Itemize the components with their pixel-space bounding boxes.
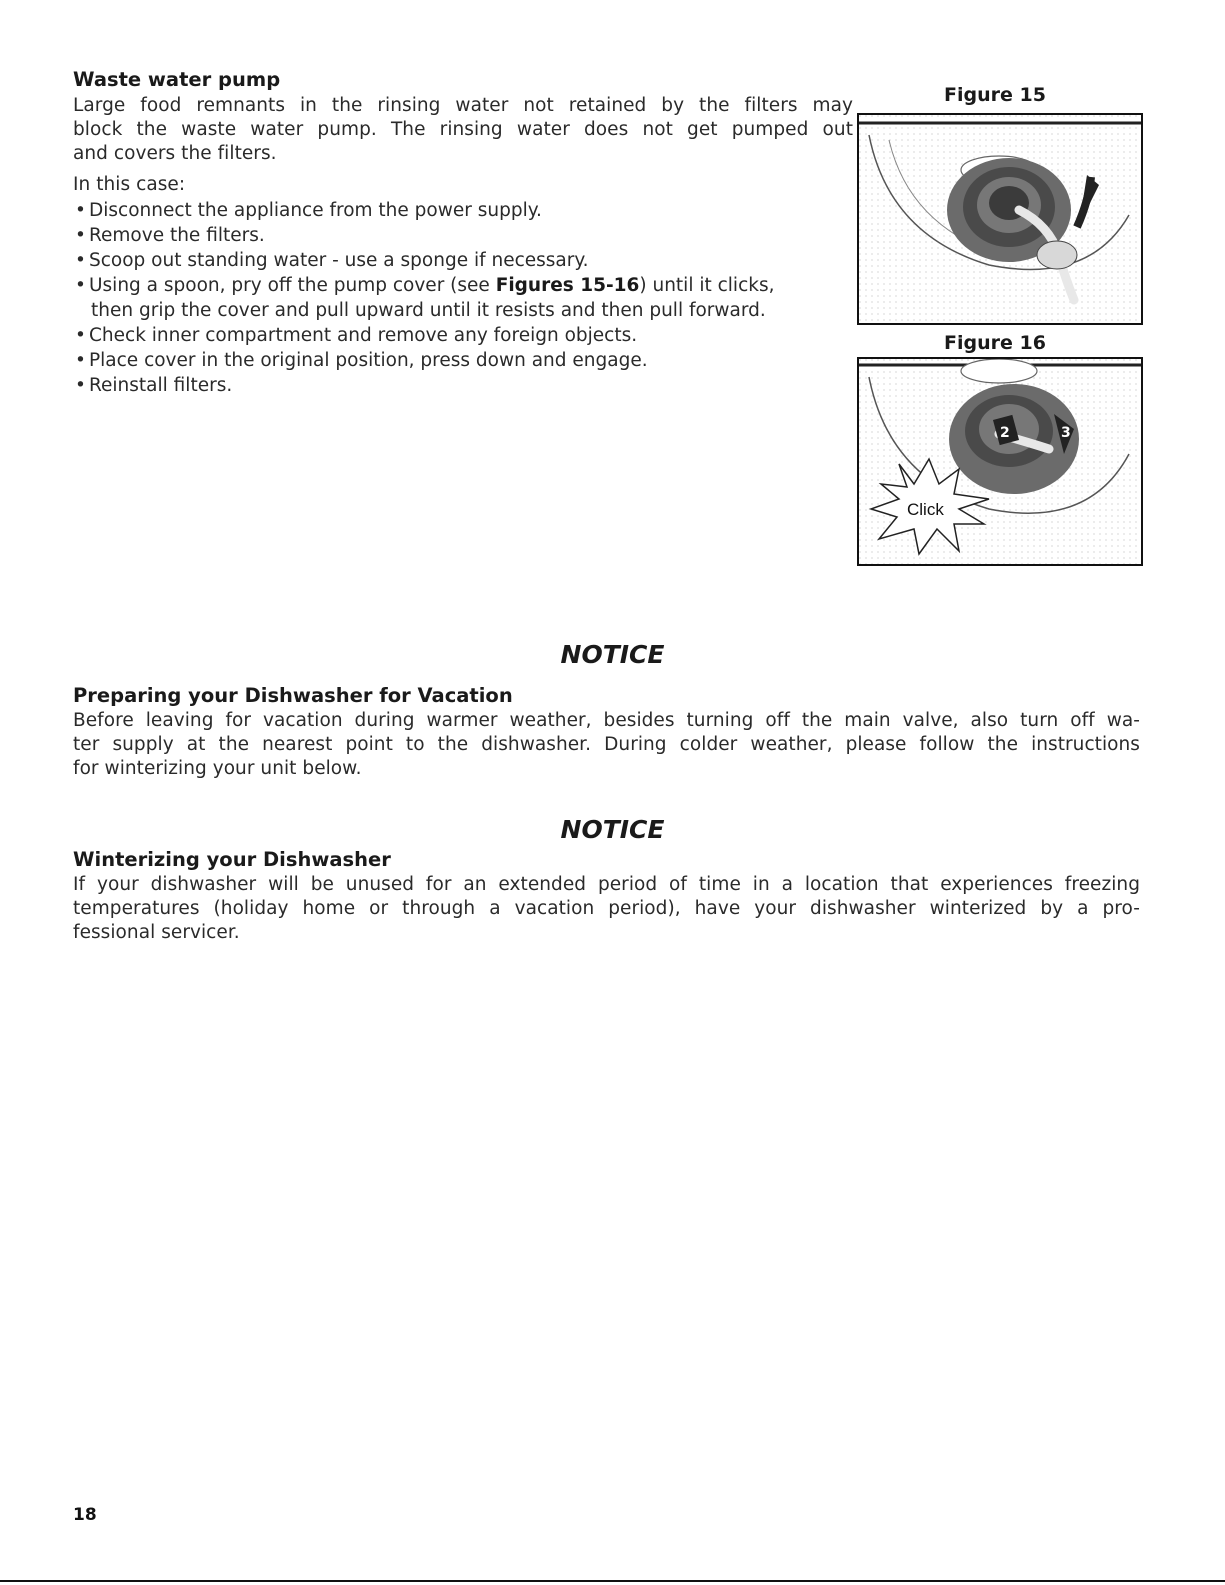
waste-pump-section [73,68,853,398]
figure-16-step-label-3: 3 [1061,425,1071,441]
vacation-section [73,684,1140,781]
figures-reference: Figures 15-16 [495,275,640,296]
figure-16-title: Figure 16 [944,332,1046,354]
list-item: • Scoop out standing water - use a sponge if necessary. [73,248,853,273]
winterizing-heading: Winterizing your Dishwasher [73,848,391,871]
vacation-heading: Preparing your Dishwasher for Vacation [73,684,513,707]
list-item: • Check inner compartment and remove any foreign objects. [73,323,853,348]
vacation-line: ter supply at the nearest point to the dishwasher. During colder weather, please follow the instructions [73,734,1140,755]
waste-pump-intro [73,94,853,166]
notice-label: NOTICE [560,640,665,669]
figure-15-image [857,113,1143,325]
figure-16-image [857,357,1143,566]
bottom-rule [0,1580,1225,1582]
list-item: • Reinstall filters. [73,373,853,398]
figure-16-step-label-2: 2 [1000,425,1010,441]
steps-list [73,198,853,398]
spoon-step-continuation: then grip the cover and pull upward until it resists and then pull forward. [91,300,766,321]
winterizing-line: If your dishwasher will be unused for an extended period of time in a location that experiences freezing [73,874,1140,895]
waste-pump-heading: Waste water pump [73,68,281,91]
vacation-line: for winterizing your unit below. [73,758,362,779]
list-item: • Remove the filters. [73,223,853,248]
click-label: Click [907,500,944,519]
list-item: • Place cover in the original position, press down and engage. [73,348,853,373]
winterizing-line: temperatures (holiday home or through a vacation period), have your dishwasher winterized by a pro- [73,898,1140,919]
pump-cover-click-illustration [859,359,1141,564]
winterizing-section [73,848,1140,945]
intro-line: and covers the filters. [73,143,277,164]
spoon-step-post: ) until it clicks, [639,275,775,296]
spoon-step-pre: Using a spoon, pry off the pump cover (see [89,275,496,296]
list-item: • Disconnect the appliance from the power supply. [73,198,853,223]
case-label: In this case: [73,174,186,195]
vacation-body [73,709,1140,781]
vacation-line: Before leaving for vacation during warmer weather, besides turning off the main valve, also turn off wa- [73,710,1140,731]
page-number: 18 [73,1505,97,1525]
intro-line: Large food remnants in the rinsing water not retained by the filters may [73,95,853,116]
figure-15-step-label: 1 [1071,195,1081,211]
intro-line: block the waste water pump. The rinsing water does not get pumped out [73,119,853,140]
figure-15-title: Figure 15 [944,84,1046,106]
list-item [73,273,853,323]
notice-label: NOTICE [560,815,665,844]
winterizing-line: fessional servicer. [73,922,240,943]
pump-cover-removal-illustration [859,115,1141,323]
winterizing-body [73,873,1140,945]
